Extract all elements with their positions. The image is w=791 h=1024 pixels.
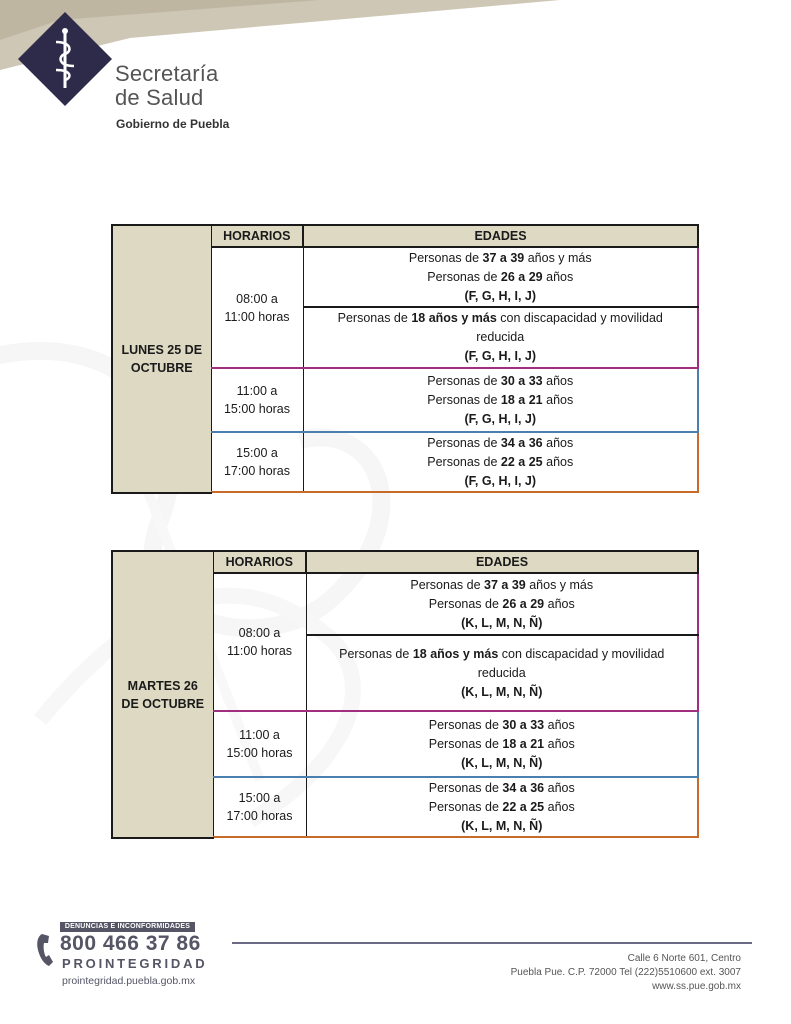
ages-text: años xyxy=(544,736,575,751)
table-header-row xyxy=(112,551,698,573)
address-line2: Puebla Pue. C.P. 72000 Tel (222)5510600 ext. 3007 xyxy=(510,967,741,978)
ages-line2 xyxy=(307,735,698,754)
time-cell xyxy=(213,711,306,777)
ages-text: años y más xyxy=(524,250,592,265)
day-label xyxy=(112,551,213,838)
ages-range: 18 años y más xyxy=(412,646,499,661)
ages-text: Personas de xyxy=(428,780,503,795)
time-line1: 15:00 a xyxy=(236,446,278,460)
ages-text: Personas de xyxy=(427,435,501,450)
ages-range: 18 años y más xyxy=(411,311,497,325)
time-line1: 11:00 a xyxy=(239,728,280,742)
ages-line1 xyxy=(307,716,698,735)
letters xyxy=(304,347,698,366)
caduceus-diamond-icon xyxy=(18,12,112,106)
ages-text: con discapacidad y movilidad xyxy=(496,311,663,325)
ages-text: Personas de xyxy=(427,392,501,407)
ages-text: años xyxy=(542,269,574,284)
ages-line2 xyxy=(304,391,698,410)
ages-line1 xyxy=(307,576,698,595)
ages-text: Personas de xyxy=(427,269,501,284)
time-line1: 15:00 a xyxy=(238,791,281,805)
ages-cell xyxy=(306,573,698,635)
ages-range: 22 a 25 xyxy=(502,799,545,814)
letters xyxy=(307,614,698,633)
ages-text: Personas de xyxy=(337,311,412,325)
ages-range: 34 a 36 xyxy=(500,435,543,450)
ages-text: años xyxy=(542,454,574,469)
ages-text: Personas de xyxy=(428,799,503,814)
letters-text: (F, G, H, I, J) xyxy=(464,288,537,303)
time-line1: 11:00 a xyxy=(236,384,278,398)
time-line2: 17:00 horas xyxy=(226,809,293,823)
ages-text: años y más xyxy=(525,577,594,592)
ages-line1 xyxy=(307,645,698,664)
time-cell xyxy=(211,368,303,432)
letters-text: (F, G, H, I, J) xyxy=(464,473,537,488)
time-line1: 08:00 a xyxy=(236,291,278,306)
ages-line2 xyxy=(307,595,698,614)
letters xyxy=(307,817,698,836)
time-line2: 15:00 horas xyxy=(223,402,291,416)
ages-text: Personas de xyxy=(428,736,503,751)
letters-text: (F, G, H, I, J) xyxy=(464,411,537,426)
ages-range: 30 a 33 xyxy=(500,373,543,388)
website-link[interactable]: www.ss.pue.gob.mx xyxy=(652,981,741,992)
time-cell xyxy=(211,247,303,368)
col-header-edades: EDADES xyxy=(306,551,698,573)
ages-line2: reducida xyxy=(476,330,525,344)
ages-range: 26 a 29 xyxy=(502,596,545,611)
ages-line1 xyxy=(304,249,698,268)
ages-text: años xyxy=(544,799,575,814)
ages-text: Personas de xyxy=(410,577,485,592)
ages-line2 xyxy=(307,798,698,817)
day-label xyxy=(112,225,211,493)
ages-cell xyxy=(303,247,698,307)
col-header-horarios: HORARIOS xyxy=(211,225,303,247)
ages-text: años xyxy=(544,596,575,611)
ages-range: 37 a 39 xyxy=(482,250,525,265)
time-line1: 08:00 a xyxy=(238,626,281,640)
ages-line1 xyxy=(304,309,698,328)
time-cell xyxy=(213,573,306,711)
top-decorative-band xyxy=(0,0,791,70)
table-header-row xyxy=(112,225,698,247)
letters-text: (F, G, H, I, J) xyxy=(464,349,537,363)
ages-range: 37 a 39 xyxy=(484,577,526,592)
org-name-line1: Secretaría xyxy=(115,61,219,86)
program-name: PROINTEGRIDAD xyxy=(62,956,208,971)
ages-line1 xyxy=(304,372,698,391)
org-name-line2: de Salud xyxy=(115,85,204,110)
letters xyxy=(304,472,698,491)
ages-cell xyxy=(303,307,698,368)
address-line1: Calle 6 Norte 601, Centro xyxy=(627,953,741,964)
letters-text: (K, L, M, N, Ñ) xyxy=(461,755,543,770)
ages-text: años xyxy=(542,373,574,388)
letters-text: (K, L, M, N, Ñ) xyxy=(461,615,543,630)
ages-cell xyxy=(306,635,698,711)
day-label-line1: LUNES 25 DE xyxy=(121,343,203,357)
ages-text: Personas de xyxy=(428,717,503,732)
ages-text: Personas de xyxy=(427,454,501,469)
footer-divider xyxy=(232,942,752,944)
day-label-line2: OCTUBRE xyxy=(130,361,193,375)
letters-text: (K, L, M, N, Ñ) xyxy=(461,818,543,833)
ages-cell xyxy=(306,711,698,777)
footer-address xyxy=(511,952,741,994)
ages-text: años xyxy=(544,717,575,732)
ages-text: años xyxy=(542,435,574,450)
ages-line2 xyxy=(304,453,698,472)
ages-range: 34 a 36 xyxy=(502,780,545,795)
program-url[interactable]: prointegridad.puebla.gob.mx xyxy=(62,975,196,987)
ages-text: Personas de xyxy=(427,373,501,388)
ages-line2 xyxy=(304,268,698,287)
letters-text: (K, L, M, N, Ñ) xyxy=(461,684,543,699)
letters xyxy=(304,287,698,306)
col-header-edades: EDADES xyxy=(303,225,698,247)
ages-line1 xyxy=(304,434,698,453)
ages-range: 18 a 21 xyxy=(500,392,543,407)
ages-range: 30 a 33 xyxy=(502,717,545,732)
time-line2: 11:00 horas xyxy=(224,309,290,324)
hotline-badge: DENUNCIAS E INCONFORMIDADES xyxy=(60,922,195,932)
col-header-horarios: HORARIOS xyxy=(213,551,306,573)
ages-range: 18 a 21 xyxy=(502,736,545,751)
phone-handset-icon xyxy=(36,932,58,968)
time-cell xyxy=(211,432,303,492)
hotline-phone-number: 800 466 37 86 xyxy=(60,932,201,955)
ages-cell xyxy=(306,777,698,837)
time-cell xyxy=(213,777,306,837)
day-label-line2: DE OCTUBRE xyxy=(121,696,205,711)
gov-name: Gobierno de Puebla xyxy=(116,117,230,131)
letters xyxy=(304,410,698,429)
letters xyxy=(307,754,698,773)
ages-text: Personas de xyxy=(428,596,503,611)
ages-cell xyxy=(303,368,698,432)
ages-text: Personas de xyxy=(408,250,483,265)
ages-cell xyxy=(303,432,698,492)
ages-range: 26 a 29 xyxy=(500,269,543,284)
ages-line2: reducida xyxy=(477,665,526,680)
time-line2: 17:00 horas xyxy=(223,464,291,478)
day-label-line1: MARTES 26 xyxy=(127,678,198,693)
ages-range: 22 a 25 xyxy=(500,454,543,469)
time-line2: 15:00 horas xyxy=(226,746,293,760)
ages-line1 xyxy=(307,779,698,798)
ages-text: con discapacidad y movilidad xyxy=(498,646,665,661)
ages-text: Personas de xyxy=(339,646,413,661)
org-name xyxy=(115,62,219,110)
time-line2: 11:00 horas xyxy=(226,644,293,658)
ages-text: años xyxy=(542,392,574,407)
schedule-table-1 xyxy=(111,224,699,494)
letters xyxy=(307,683,698,702)
schedule-table-2 xyxy=(111,550,699,839)
ages-text: años xyxy=(544,780,575,795)
